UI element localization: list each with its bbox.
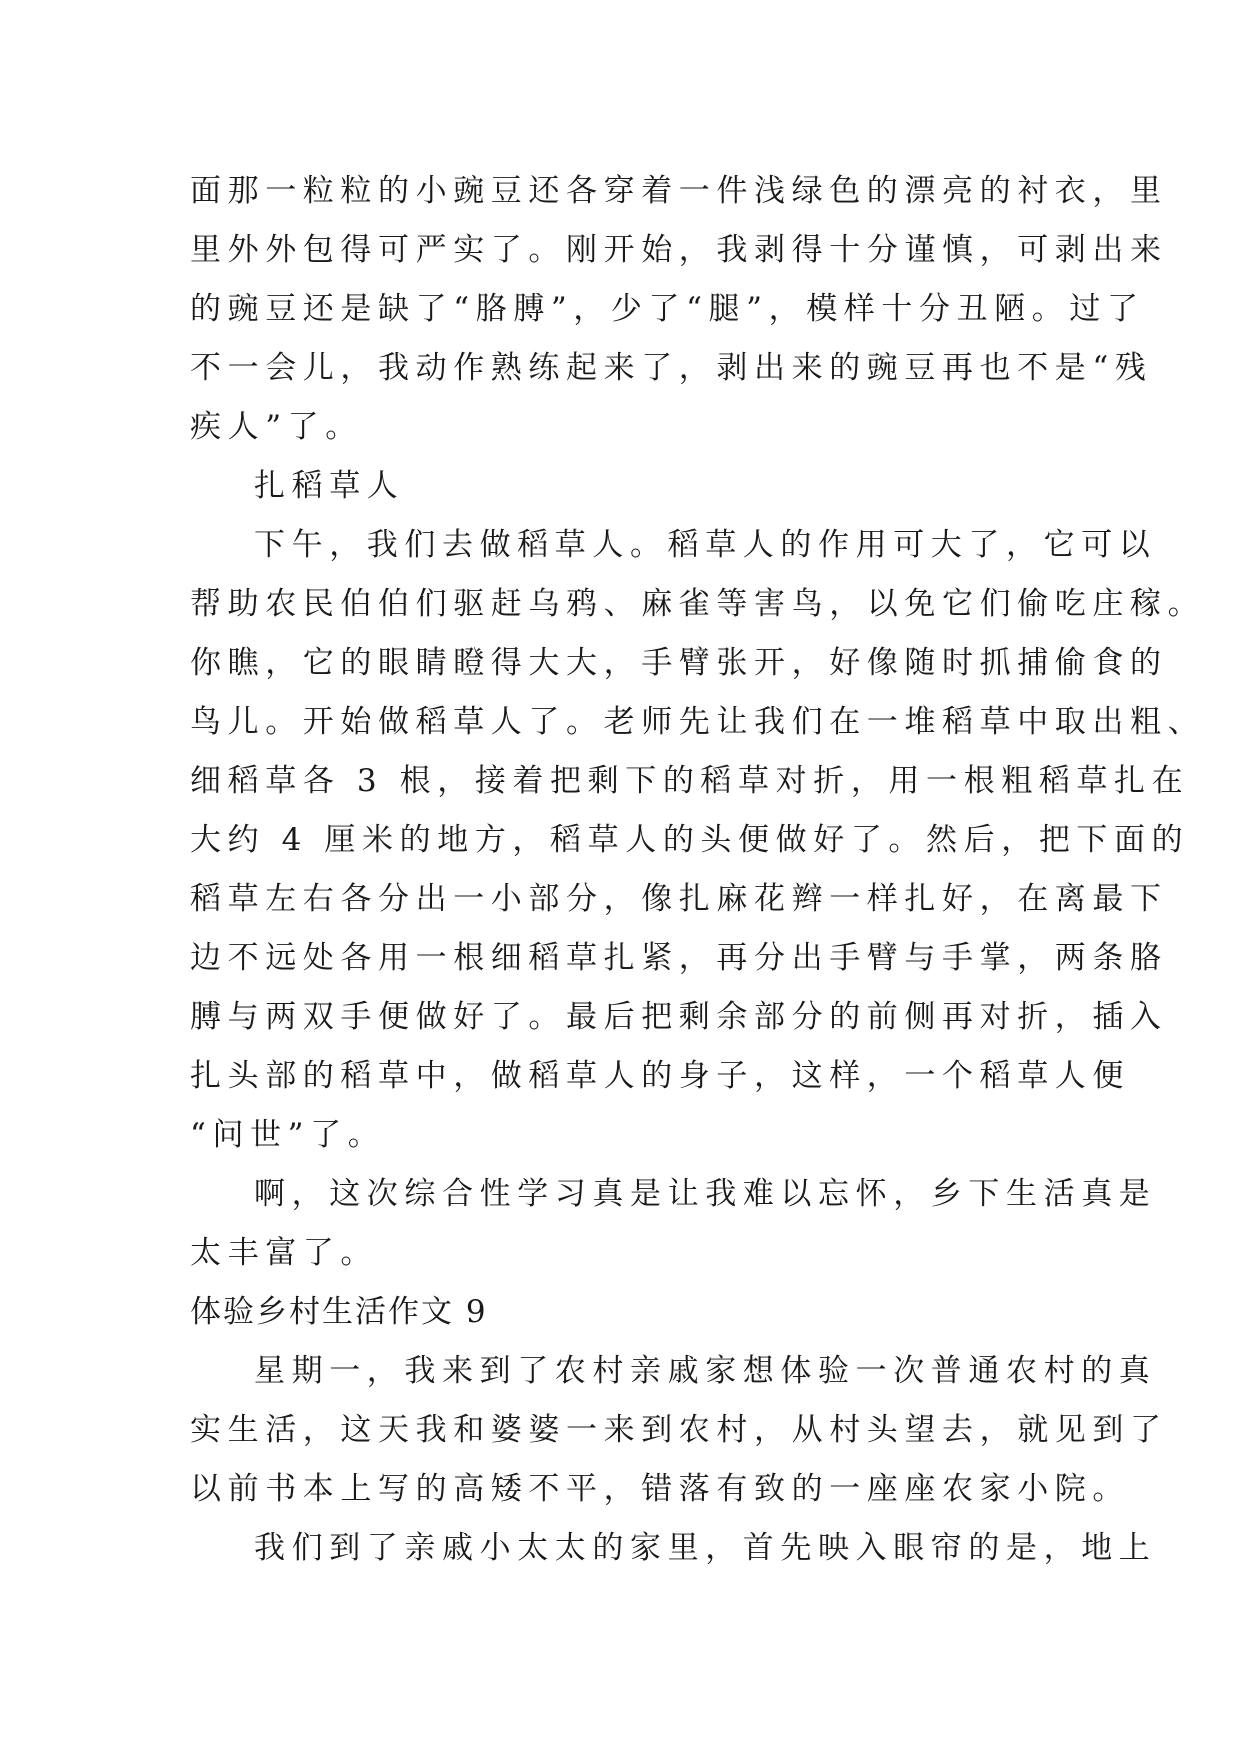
paragraph-start: 啊，这次综合性学习真是让我难以忘怀，乡下生活真是 (254, 1176, 1157, 1212)
text-line: “问世”了。 (190, 1117, 386, 1153)
text-line: 疾人”了。 (190, 409, 363, 445)
text-line: 实生活，这天我和婆婆一来到农村，从村头望去，就见到了 (190, 1412, 1168, 1448)
text-line: 细稻草各 3 根，接着把剩下的稻草对折，用一根粗稻草扎在 (190, 763, 1190, 799)
text-line: 以前书本上写的高矮不平，错落有致的一座座农家小院。 (190, 1471, 1130, 1507)
text-line: 鸟儿。开始做稻草人了。老师先让我们在一堆稻草中取出粗、 (190, 704, 1206, 740)
text-line: 里外外包得可严实了。刚开始，我剥得十分谨慎，可剥出来 (190, 232, 1168, 268)
text-line: 边不远处各用一根细稻草扎紧，再分出手臂与手掌，两条胳 (190, 940, 1168, 976)
text-line: 帮助农民伯伯们驱赶乌鸦、麻雀等害鸟，以免它们偷吃庄稼。 (190, 586, 1206, 622)
text-line: 膊与两双手便做好了。最后把剩余部分的前侧再对折，插入 (190, 999, 1168, 1035)
document-body (190, 162, 1206, 1578)
text-line: 太丰富了。 (190, 1235, 378, 1271)
paragraph-start: 下午，我们去做稻草人。稻草人的作用可大了，它可以 (254, 527, 1157, 563)
paragraph-start: 我们到了亲戚小太太的家里，首先映入眼帘的是，地上 (254, 1530, 1157, 1566)
section-subheading: 扎稻草人 (254, 468, 405, 504)
text-line: 不一会儿，我动作熟练起来了，剥出来的豌豆再也不是“残 (190, 350, 1153, 386)
text-line: 你瞧，它的眼睛瞪得大大，手臂张开，好像随时抓捕偷食的 (190, 645, 1168, 681)
text-line: 的豌豆还是缺了“胳膊”，少了“腿”，模样十分丑陋。过了 (190, 291, 1145, 327)
section-heading: 体验乡村生活作文 9 (190, 1294, 488, 1330)
text-line: 大约 4 厘米的地方，稻草人的头便做好了。然后，把下面的 (190, 822, 1190, 858)
text-line: 稻草左右各分出一小部分，像扎麻花辫一样扎好，在离最下 (190, 881, 1168, 917)
text-line: 扎头部的稻草中，做稻草人的身子，这样，一个稻草人便 (190, 1058, 1130, 1094)
text-line: 面那一粒粒的小豌豆还各穿着一件浅绿色的漂亮的衬衣，里 (190, 173, 1168, 209)
paragraph-start: 星期一，我来到了农村亲戚家想体验一次普通农村的真 (254, 1353, 1157, 1389)
